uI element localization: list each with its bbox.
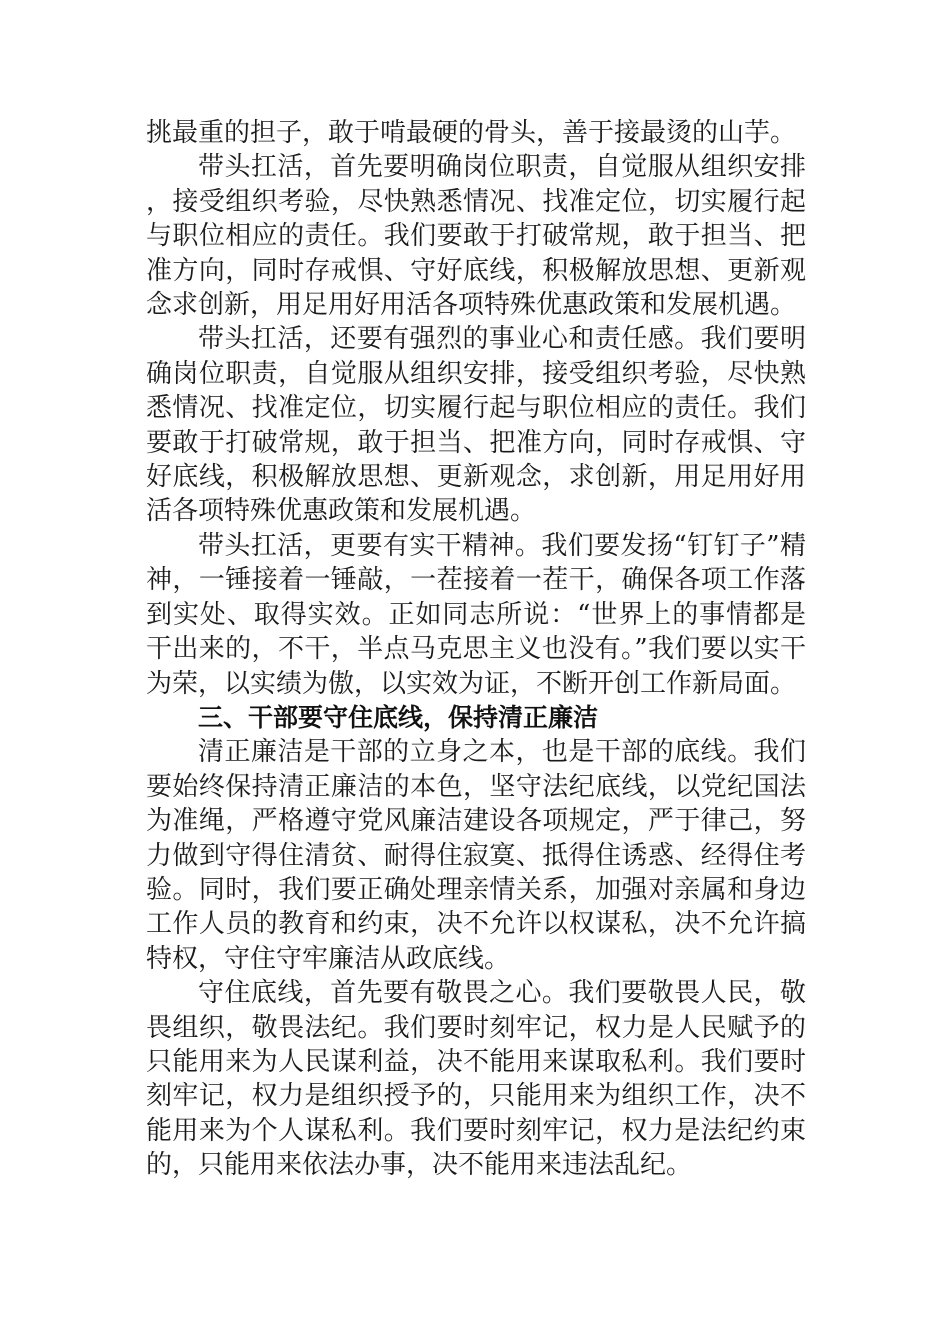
paragraph-continuation: 挑最重的担子，敢于啃最硬的骨头，善于接最烫的山芋。	[146, 118, 797, 148]
paragraph-reverence: 守住底线，首先要有敬畏之心。我们要敬畏人民，敬畏组织，敬畏法纪。我们要时刻牢记，权力是人民赋予的只能用来为人民谋利益，决不能用来谋取私利。我们要时刻牢记，权力是组织授予的，只能用来为组织工作，决不能用来为个人谋私利。我们要时刻牢记，权力是法纪约束的，只能用来依法办事，决不能用来违法乱纪。	[146, 978, 806, 1181]
section-heading-three: 三、干部要守住底线，保持清正廉洁	[198, 702, 599, 732]
paragraph-take-lead-responsibility: 带头扛活，还要有强烈的事业心和责任感。我们要明确岗位职责，自觉服从组织安排，接受组织考验，尽快熟悉情况、找准定位，切实履行起与职位相应的责任。我们要敢于打破常规，敢于担当、把准方向，同时存戒惧、守好底线，积极解放思想、更新观念，求创新，用足用好用活各项特殊优惠政策和发展机遇。	[146, 324, 806, 527]
document-body	[146, 116, 806, 1183]
paragraph-integrity: 清正廉洁是干部的立身之本，也是干部的底线。我们要始终保持清正廉洁的本色，坚守法纪底线，以党纪国法为准绳，严格遵守党风廉洁建设各项规定，严于律己，努力做到守得住清贫、耐得住寂寞、抵得住诱惑、经得住考验。同时，我们要正确处理亲情关系，加强对亲属和身边工作人员的教育和约束，决不允许以权谋私，决不允许搞特权，守住守牢廉洁从政底线。	[146, 737, 806, 974]
paragraph-take-lead-hard-work: 带头扛活，更要有实干精神。我们要发扬“钉钉子”精神，一锤接着一锤敲，一茬接着一茬干，确保各项工作落到实处、取得实效。正如同志所说：“世界上的事情都是干出来的，不干，半点马克思主义也没有。”我们要以实干为荣，以实绩为傲，以实效为证，不断开创工作新局面。	[146, 530, 806, 699]
paragraph-take-lead-first: 带头扛活，首先要明确岗位职责，自觉服从组织安排，接受组织考验，尽快熟悉情况、找准定位，切实履行起与职位相应的责任。我们要敢于打破常规，敢于担当、把准方向，同时存戒惧、守好底线，积极解放思想、更新观念求创新，用足用好用活各项特殊优惠政策和发展机遇。	[146, 152, 806, 321]
